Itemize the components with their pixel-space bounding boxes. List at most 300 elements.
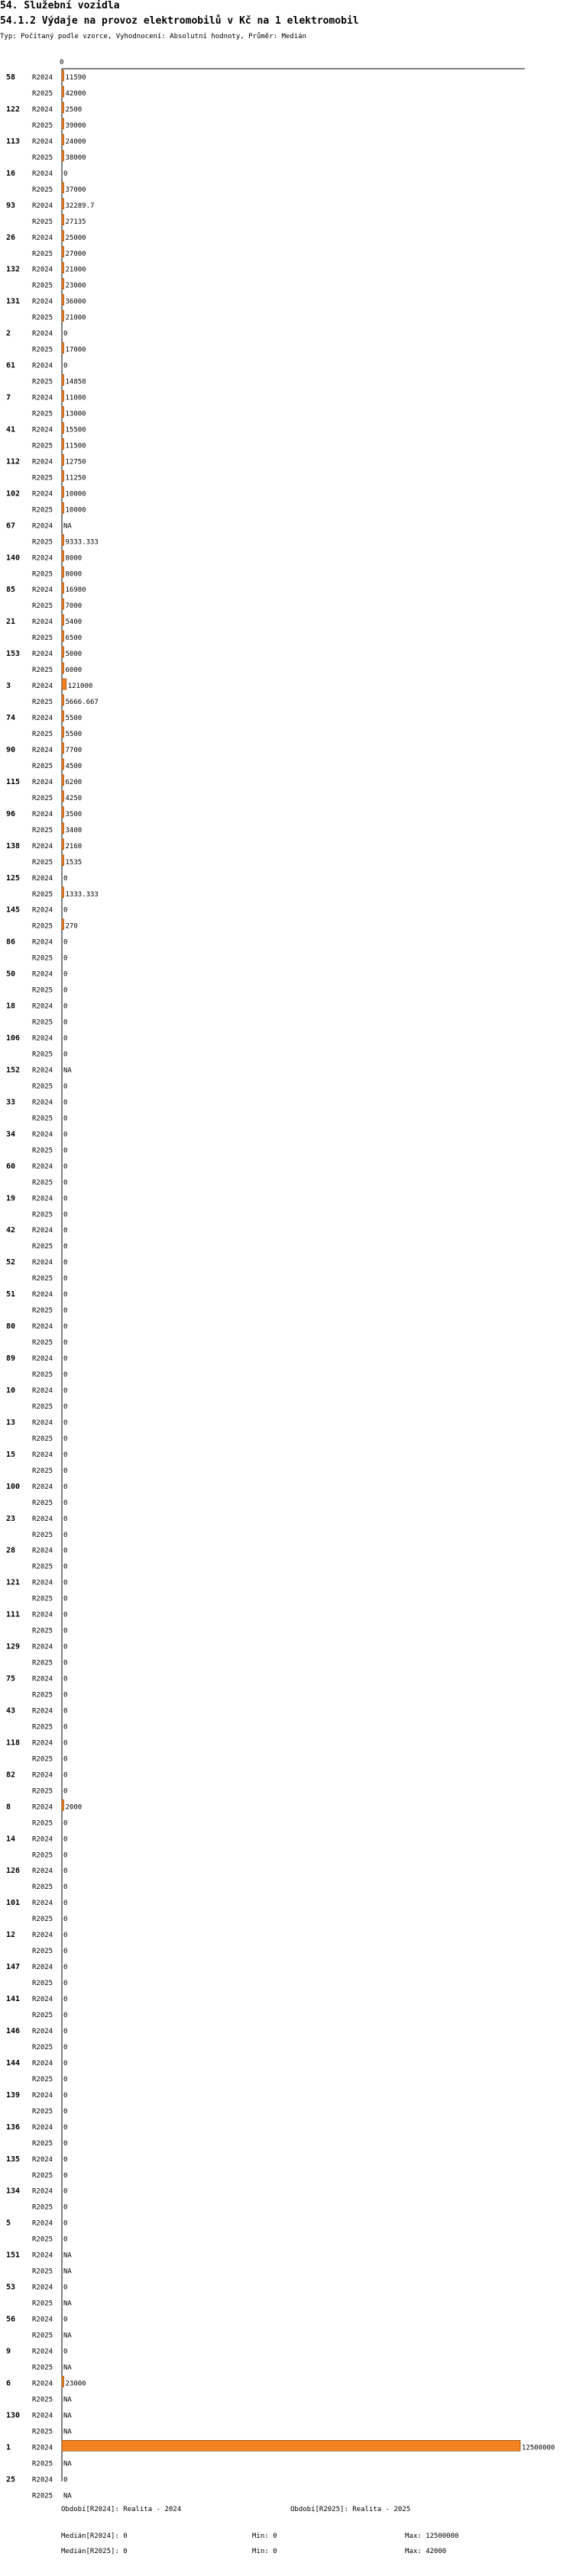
category-label: 131 <box>6 297 21 306</box>
category-label: 82 <box>6 1771 16 1780</box>
series-label: R2024 <box>32 2476 53 2484</box>
bar <box>62 647 64 657</box>
data-label: NA <box>63 522 72 531</box>
category-label: 122 <box>6 105 21 114</box>
series-label: R2024 <box>32 2155 53 2164</box>
category-label: 90 <box>6 745 16 754</box>
category-label: 75 <box>6 1674 16 1683</box>
data-label: 24000 <box>65 137 86 146</box>
data-label: 0 <box>63 2316 68 2324</box>
data-label: 2000 <box>65 1803 83 1812</box>
category-label: 14 <box>6 1835 16 1844</box>
data-label: 0 <box>63 1355 68 1363</box>
series-label: R2024 <box>32 842 53 851</box>
data-label: 16980 <box>65 586 86 595</box>
series-label: R2025 <box>32 2203 53 2212</box>
bar <box>62 231 64 241</box>
data-label: 0 <box>63 1916 68 1924</box>
category-label: 16 <box>6 169 16 178</box>
series-label: R2024 <box>32 137 53 146</box>
category-label: 118 <box>6 1738 21 1748</box>
series-label: R2025 <box>32 2107 53 2116</box>
category-label: 7 <box>6 393 11 402</box>
data-label: 0 <box>63 2139 68 2148</box>
series-label: R2025 <box>32 1211 53 1219</box>
series-label: R2024 <box>32 683 53 691</box>
chart-meta: Typ: Počítaný podle vzorce, Vyhodnocení: Absolutní hodnoty, Průměr: Medián <box>0 33 306 40</box>
bar <box>62 470 64 481</box>
bar <box>62 2376 64 2387</box>
data-label: 0 <box>63 1099 68 1107</box>
data-label: 0 <box>63 1595 68 1603</box>
series-label: R2024 <box>32 586 53 595</box>
series-label: R2025 <box>32 954 53 963</box>
data-label: 27135 <box>65 218 86 226</box>
data-label: 0 <box>63 1996 68 2003</box>
series-label: R2024 <box>32 1035 53 1043</box>
data-label: 0 <box>63 1483 68 1491</box>
series-label: R2024 <box>32 2219 53 2228</box>
bar <box>62 102 64 113</box>
series-label: R2024 <box>32 1419 53 1427</box>
series-label: R2024 <box>32 74 53 82</box>
bar <box>62 695 64 705</box>
data-label: 0 <box>63 169 68 178</box>
series-label: R2025 <box>32 1563 53 1571</box>
series-label: R2024 <box>32 1355 53 1363</box>
data-label: 14858 <box>65 378 86 386</box>
category-label: 15 <box>6 1450 16 1459</box>
series-label: R2025 <box>32 538 53 547</box>
series-label: R2025 <box>32 1147 53 1155</box>
series-label: R2024 <box>32 715 53 722</box>
data-label: 270 <box>65 922 78 931</box>
category-label: 100 <box>6 1482 21 1491</box>
bar <box>62 567 64 577</box>
data-label: 0 <box>63 362 68 370</box>
data-label: 0 <box>63 1227 68 1235</box>
category-label: 33 <box>6 1098 16 1107</box>
bar <box>62 118 64 129</box>
category-label: 13 <box>6 1418 16 1427</box>
data-label: 0 <box>63 1419 68 1427</box>
series-label: R2025 <box>32 794 53 802</box>
data-label: 0 <box>63 1515 68 1523</box>
footer-max-2024: Max: 12500000 <box>405 2532 459 2540</box>
data-label: 0 <box>63 2203 68 2212</box>
category-label: 111 <box>6 1610 21 1619</box>
data-label: 0 <box>63 330 68 338</box>
series-label: R2025 <box>32 1787 53 1796</box>
series-label: R2025 <box>32 602 53 611</box>
data-label: 0 <box>63 1755 68 1764</box>
series-label: R2024 <box>32 2348 53 2356</box>
series-label: R2025 <box>32 2396 53 2404</box>
series-label: R2025 <box>32 1051 53 1059</box>
series-label: R2024 <box>32 1739 53 1748</box>
data-label: 42000 <box>65 90 86 98</box>
series-label: R2025 <box>32 1916 53 1924</box>
series-label: R2024 <box>32 298 53 306</box>
data-label: 0 <box>63 2235 68 2244</box>
category-label: 19 <box>6 1194 16 1203</box>
bar <box>62 70 64 81</box>
series-label: R2024 <box>32 1932 53 1940</box>
series-label: R2024 <box>32 1643 53 1651</box>
data-label: 0 <box>63 1531 68 1539</box>
data-label: 6000 <box>65 667 83 675</box>
series-label: R2024 <box>32 1515 53 1523</box>
bar <box>62 839 64 850</box>
data-label: 0 <box>63 1723 68 1732</box>
data-label: 5000 <box>65 650 83 659</box>
bar <box>62 807 64 818</box>
data-label: 0 <box>63 1275 68 1283</box>
data-label: 0 <box>63 2027 68 2035</box>
data-label: 0 <box>63 1691 68 1700</box>
data-label: 0 <box>63 1291 68 1299</box>
data-label: 36000 <box>65 298 86 306</box>
footer-median-2024: Medián[R2024]: 0 <box>61 2532 128 2540</box>
category-label: 23 <box>6 1514 16 1523</box>
data-label: 4250 <box>65 794 83 802</box>
series-label: R2025 <box>32 570 53 579</box>
data-label: 0 <box>63 2075 68 2084</box>
series-label: R2025 <box>32 1243 53 1251</box>
series-label: R2025 <box>32 2139 53 2148</box>
series-label: R2025 <box>32 2300 53 2308</box>
series-label: R2025 <box>32 2075 53 2084</box>
category-label: 144 <box>6 2058 21 2068</box>
series-label: R2025 <box>32 1115 53 1123</box>
data-label: 7000 <box>65 602 83 611</box>
series-label: R2024 <box>32 1386 53 1395</box>
series-label: R2024 <box>32 1002 53 1011</box>
data-label: 8000 <box>65 570 83 579</box>
data-label: 0 <box>63 1964 68 1972</box>
category-label: 130 <box>6 2411 21 2420</box>
series-label: R2024 <box>32 2187 53 2196</box>
category-label: 153 <box>6 650 21 659</box>
data-label: 38000 <box>65 153 86 162</box>
data-label: 0 <box>63 906 68 915</box>
series-label: R2024 <box>32 490 53 499</box>
series-label: R2025 <box>32 442 53 450</box>
series-label: R2024 <box>32 1867 53 1876</box>
data-label: 0 <box>63 1787 68 1796</box>
data-label: 21000 <box>65 314 86 322</box>
data-label: 21000 <box>65 266 86 274</box>
data-label: 0 <box>63 1499 68 1507</box>
category-label: 85 <box>6 586 16 595</box>
data-label: NA <box>63 2412 72 2420</box>
series-label: R2025 <box>32 2492 53 2500</box>
data-label: 12750 <box>65 458 86 466</box>
bar <box>62 375 64 386</box>
data-label: 0 <box>63 1948 68 1956</box>
data-label: 6500 <box>65 634 83 643</box>
series-label: R2025 <box>32 2332 53 2340</box>
series-label: R2025 <box>32 1948 53 1956</box>
bar <box>62 759 64 770</box>
series-label: R2025 <box>32 731 53 738</box>
series-label: R2025 <box>32 1307 53 1315</box>
bar <box>62 599 64 609</box>
data-label: 0 <box>63 2091 68 2100</box>
series-label: R2024 <box>32 1964 53 1972</box>
category-label: 106 <box>6 1034 21 1043</box>
series-label: R2024 <box>32 1675 53 1683</box>
category-label: 21 <box>6 618 16 627</box>
category-label: 136 <box>6 2122 21 2132</box>
data-label: NA <box>63 2492 72 2500</box>
series-label: R2024 <box>32 906 53 915</box>
series-label: R2025 <box>32 1851 53 1860</box>
category-label: 6 <box>6 2379 11 2388</box>
category-label: 129 <box>6 1642 21 1651</box>
category-label: 134 <box>6 2187 21 2196</box>
bar <box>62 215 64 225</box>
series-label: R2024 <box>32 1996 53 2003</box>
series-label: R2024 <box>32 1099 53 1107</box>
data-label: NA <box>63 1067 72 1075</box>
data-label: 0 <box>63 1867 68 1876</box>
data-label: 0 <box>63 1083 68 1091</box>
data-label: 7700 <box>65 746 83 754</box>
bar <box>62 182 64 193</box>
series-label: R2025 <box>32 1755 53 1764</box>
bar <box>62 615 64 625</box>
series-label: R2025 <box>32 218 53 226</box>
data-label: 0 <box>63 1307 68 1315</box>
data-label: 0 <box>63 1403 68 1411</box>
data-label: 27000 <box>65 250 86 258</box>
footer-median-2025: Medián[R2025]: 0 <box>61 2548 128 2555</box>
footer-min-2024: Min: 0 <box>252 2532 277 2540</box>
series-label: R2024 <box>32 746 53 754</box>
data-label: 0 <box>63 1707 68 1716</box>
bar <box>62 534 64 545</box>
data-label: 0 <box>63 1002 68 1011</box>
data-label: 13000 <box>65 410 86 418</box>
data-label: 0 <box>63 938 68 947</box>
data-label: 23000 <box>65 282 86 290</box>
bar <box>62 438 64 449</box>
data-label: 5500 <box>65 731 83 738</box>
data-label: 0 <box>63 970 68 979</box>
category-label: 67 <box>6 521 16 531</box>
series-label: R2025 <box>32 346 53 354</box>
series-label: R2024 <box>32 1067 53 1075</box>
series-label: R2024 <box>32 618 53 627</box>
series-label: R2025 <box>32 1467 53 1475</box>
footer-min-2025: Min: 0 <box>252 2548 277 2555</box>
data-label: 39000 <box>65 121 86 130</box>
data-label: 0 <box>63 1179 68 1187</box>
data-label: 1333.333 <box>65 890 99 899</box>
category-label: 80 <box>6 1322 16 1332</box>
series-label: R2024 <box>32 2412 53 2420</box>
series-label: R2024 <box>32 362 53 370</box>
data-label: 0 <box>63 1835 68 1844</box>
series-label: R2025 <box>32 506 53 515</box>
data-label: 11590 <box>65 74 86 82</box>
data-label: 0 <box>63 1451 68 1459</box>
series-label: R2025 <box>32 699 53 707</box>
data-label: 0 <box>63 2012 68 2019</box>
series-label: R2024 <box>32 650 53 659</box>
data-label: 0 <box>63 1980 68 1988</box>
data-label: 0 <box>63 1435 68 1443</box>
series-label: R2024 <box>32 202 53 210</box>
series-label: R2024 <box>32 234 53 242</box>
data-label: 0 <box>63 1627 68 1635</box>
data-label: 6200 <box>65 778 83 786</box>
data-label: 0 <box>63 1371 68 1379</box>
series-label: R2025 <box>32 121 53 130</box>
category-label: 26 <box>6 233 16 242</box>
series-label: R2025 <box>32 2268 53 2276</box>
category-label: 112 <box>6 457 21 466</box>
data-label: 0 <box>63 2107 68 2116</box>
data-label: 0 <box>63 1051 68 1059</box>
series-label: R2025 <box>32 1179 53 1187</box>
data-label: 3500 <box>65 810 83 818</box>
data-label: 11000 <box>65 394 86 402</box>
category-label: 28 <box>6 1546 16 1555</box>
series-label: R2025 <box>32 250 53 258</box>
category-label: 61 <box>6 361 16 370</box>
data-label: 5500 <box>65 715 83 722</box>
data-label: 0 <box>63 2219 68 2228</box>
data-label: 32289.7 <box>65 202 95 210</box>
category-label: 132 <box>6 265 21 274</box>
data-label: 0 <box>63 2476 68 2484</box>
data-label: 37000 <box>65 186 86 194</box>
series-label: R2025 <box>32 1499 53 1507</box>
category-label: 8 <box>6 1803 11 1812</box>
data-label: NA <box>63 2428 72 2436</box>
series-label: R2025 <box>32 986 53 995</box>
data-label: 0 <box>63 1771 68 1780</box>
series-label: R2024 <box>32 1771 53 1780</box>
series-label: R2024 <box>32 1611 53 1619</box>
bar <box>62 711 64 721</box>
series-label: R2025 <box>32 1018 53 1027</box>
category-label: 5 <box>6 2219 11 2228</box>
bar <box>62 486 64 497</box>
series-label: R2024 <box>32 2380 53 2388</box>
data-label: 0 <box>63 2123 68 2132</box>
bar <box>62 1800 64 1810</box>
data-label: NA <box>63 2268 72 2276</box>
series-label: R2024 <box>32 522 53 531</box>
bar <box>62 407 64 418</box>
data-label: NA <box>63 2364 72 2372</box>
series-label: R2025 <box>32 1275 53 1283</box>
series-label: R2025 <box>32 890 53 899</box>
data-label: 0 <box>63 2059 68 2068</box>
series-label: R2024 <box>32 778 53 786</box>
data-label: NA <box>63 2332 72 2340</box>
page-title: 54. Služební vozidla <box>0 0 120 11</box>
data-label: 0 <box>63 1386 68 1395</box>
series-label: R2025 <box>32 922 53 931</box>
series-label: R2025 <box>32 2012 53 2019</box>
category-label: 42 <box>6 1226 16 1235</box>
bar <box>62 919 64 930</box>
bar <box>62 150 64 161</box>
bar <box>62 550 64 561</box>
series-label: R2024 <box>32 1131 53 1139</box>
series-label: R2024 <box>32 2316 53 2324</box>
category-label: 135 <box>6 2155 21 2164</box>
data-label: 0 <box>63 1195 68 1203</box>
bar <box>62 791 64 802</box>
series-label: R2025 <box>32 410 53 418</box>
series-label: R2025 <box>32 2171 53 2180</box>
bar <box>62 502 64 513</box>
series-label: R2025 <box>32 1435 53 1443</box>
category-label: 113 <box>6 137 21 146</box>
series-label: R2024 <box>32 970 53 979</box>
data-label: 0 <box>63 1739 68 1748</box>
data-label: 3400 <box>65 826 83 834</box>
series-label: R2025 <box>32 378 53 386</box>
data-label: 0 <box>63 2348 68 2356</box>
data-label: 10000 <box>65 490 86 499</box>
category-label: 1 <box>6 2443 11 2452</box>
data-label: 0 <box>63 1163 68 1171</box>
series-label: R2025 <box>32 282 53 290</box>
bar <box>62 679 66 689</box>
data-label: 0 <box>63 2155 68 2164</box>
data-label: 12500000 <box>522 2444 555 2452</box>
series-label: R2024 <box>32 2123 53 2132</box>
bar <box>62 343 64 353</box>
data-label: 11500 <box>65 442 86 450</box>
series-label: R2024 <box>32 1451 53 1459</box>
bar <box>62 454 64 465</box>
category-label: 96 <box>6 809 16 818</box>
series-label: R2024 <box>32 1483 53 1491</box>
bar <box>62 631 64 641</box>
series-label: R2025 <box>32 1980 53 1988</box>
data-label: 0 <box>63 1243 68 1251</box>
category-label: 34 <box>6 1130 16 1139</box>
data-label: 0 <box>63 1147 68 1155</box>
category-label: 140 <box>6 554 21 563</box>
series-label: R2024 <box>32 2444 53 2452</box>
category-label: 43 <box>6 1706 16 1716</box>
series-label: R2024 <box>32 1163 53 1171</box>
series-label: R2025 <box>32 2235 53 2244</box>
bar <box>62 823 64 834</box>
series-label: R2024 <box>32 810 53 818</box>
bar <box>62 583 64 593</box>
data-label: 0 <box>63 1932 68 1940</box>
data-label: 0 <box>63 2187 68 2196</box>
series-label: R2025 <box>32 2364 53 2372</box>
series-label: R2024 <box>32 330 53 338</box>
category-label: 58 <box>6 73 16 82</box>
category-label: 18 <box>6 1002 16 1011</box>
data-label: 0 <box>63 986 68 995</box>
data-label: 0 <box>63 1819 68 1828</box>
series-label: R2024 <box>32 1547 53 1555</box>
data-label: 0 <box>63 1259 68 1267</box>
series-label: R2024 <box>32 105 53 114</box>
